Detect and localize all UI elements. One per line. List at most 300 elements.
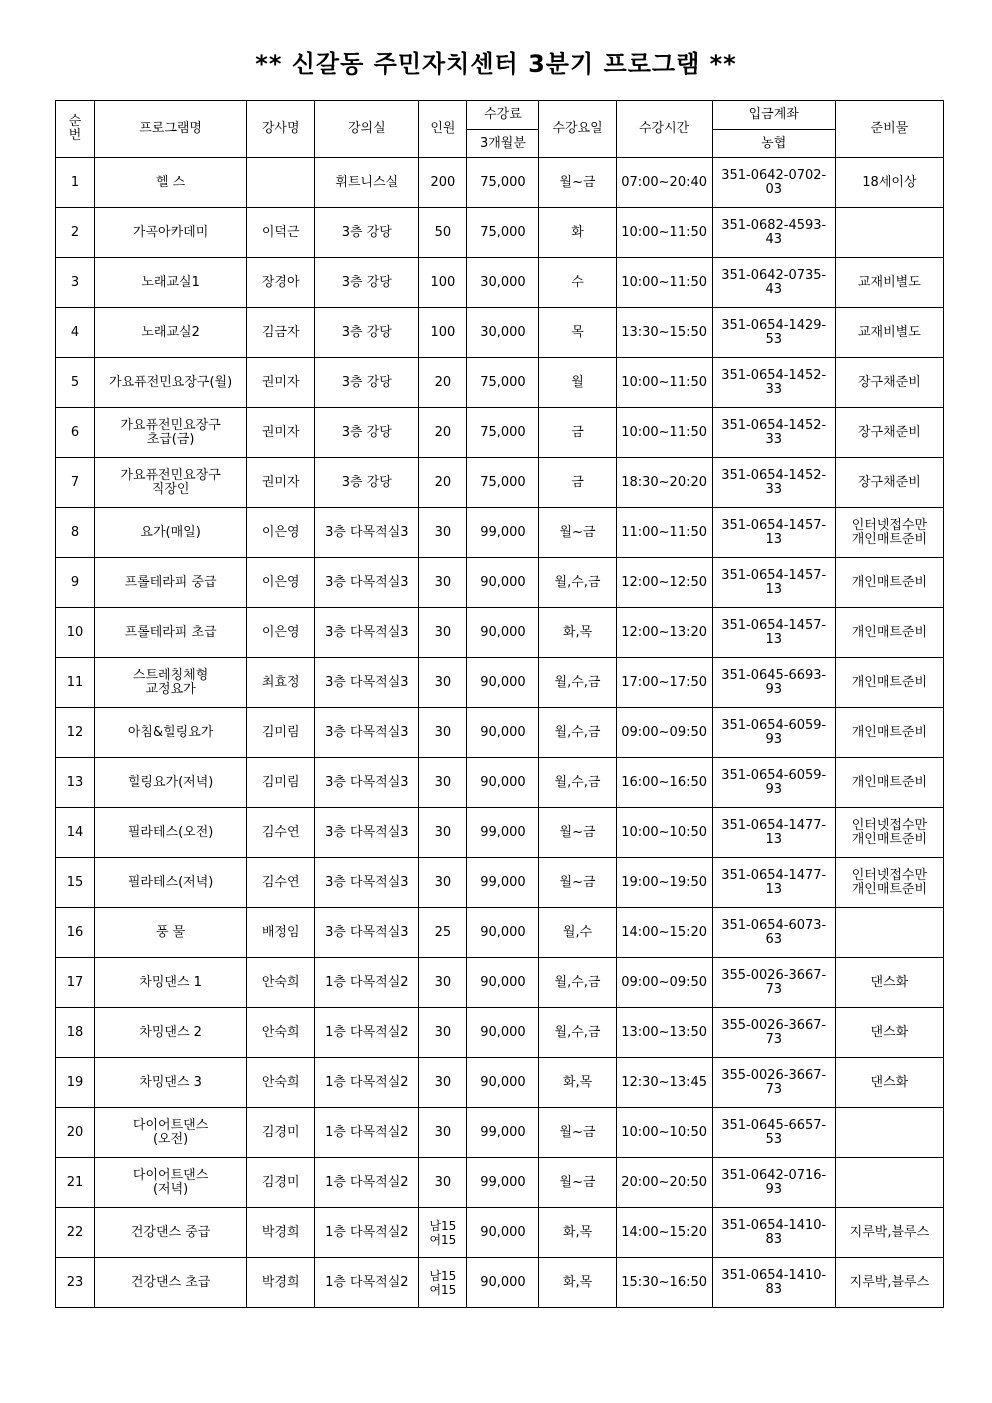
cell-supplies [835,408,943,458]
cell-fee: 75,000 [467,158,539,208]
cell-time: 10:00~10:50 [616,808,712,858]
cell-program [95,258,247,308]
cell-room: 1층 다목적실2 [315,1258,419,1308]
cell-time: 10:00~11:50 [616,408,712,458]
cell-days: 월,수,금 [539,758,616,808]
cell-supplies [835,1008,943,1058]
cell-room: 1층 다목적실2 [315,1058,419,1108]
program-name-line: 직장인 [151,481,190,497]
cell-account: 351-0654-6073-63 [712,908,835,958]
program-name-line: (오전) [152,1131,189,1147]
cell-fee: 90,000 [467,908,539,958]
cell-instructor [247,158,315,208]
cell-supplies [835,1108,943,1158]
cell-program [95,1158,247,1208]
supplies-line: 장구채준비 [857,424,921,440]
supplies-line: 교재비별도 [857,274,921,290]
table-row [56,708,944,758]
header-time: 수강시간 [616,101,712,158]
cell-instructor: 김미림 [247,708,315,758]
cell-instructor: 권미자 [247,358,315,408]
table-row [56,158,944,208]
supplies-line: 18세이상 [862,174,917,190]
cell-program [95,1208,247,1258]
cell-time: 10:00~10:50 [616,1108,712,1158]
cell-days: 화,목 [539,608,616,658]
cell-capacity [419,1208,467,1258]
capacity-line: 30 [434,974,452,990]
cell-program [95,908,247,958]
cell-program [95,708,247,758]
cell-time: 20:00~20:50 [616,1158,712,1208]
cell-program [95,558,247,608]
cell-fee: 75,000 [467,208,539,258]
cell-capacity [419,858,467,908]
capacity-line: 30 [434,1074,452,1090]
table-row [56,758,944,808]
capacity-line: 50 [434,224,452,240]
cell-fee: 90,000 [467,708,539,758]
cell-program [95,408,247,458]
cell-supplies [835,508,943,558]
program-name-line: 스트레칭체형 [132,667,209,683]
header-capacity: 인원 [419,101,467,158]
cell-program [95,608,247,658]
cell-time: 14:00~15:20 [616,1208,712,1258]
capacity-line: 30 [434,674,452,690]
cell-supplies [835,308,943,358]
table-row [56,658,944,708]
cell-no: 11 [56,658,95,708]
header-program: 프로그램명 [95,101,247,158]
cell-time: 12:00~13:20 [616,608,712,658]
header-fee: 수강료 [467,101,539,130]
cell-no: 14 [56,808,95,858]
cell-room: 3층 강당 [315,308,419,358]
cell-days: 화,목 [539,1258,616,1308]
cell-account: 351-0654-1410-83 [712,1208,835,1258]
supplies-line: 댄스화 [870,1074,909,1090]
cell-days: 화,목 [539,1208,616,1258]
cell-no: 9 [56,558,95,608]
cell-time: 18:30~20:20 [616,458,712,508]
cell-instructor: 김금자 [247,308,315,358]
capacity-line: 30 [434,624,452,640]
capacity-line: 100 [430,324,456,340]
cell-account: 351-0654-1452-33 [712,358,835,408]
cell-account: 351-0654-6059-93 [712,758,835,808]
cell-time: 10:00~11:50 [616,358,712,408]
cell-time: 17:00~17:50 [616,658,712,708]
cell-account: 355-0026-3667-73 [712,1058,835,1108]
cell-fee: 30,000 [467,258,539,308]
table-row [56,958,944,1008]
cell-time: 13:30~15:50 [616,308,712,358]
cell-supplies [835,208,943,258]
program-name-line: 프롤테라피 중급 [124,574,217,590]
cell-capacity [419,1008,467,1058]
cell-capacity [419,808,467,858]
cell-program [95,208,247,258]
cell-room: 3층 다목적실3 [315,858,419,908]
header-seq-line2: 번 [68,128,82,143]
supplies-line: 개인매트준비 [851,624,928,640]
cell-supplies [835,608,943,658]
cell-instructor: 이은영 [247,508,315,558]
cell-time: 13:00~13:50 [616,1008,712,1058]
supplies-line: 댄스화 [870,1024,909,1040]
cell-instructor: 이은영 [247,608,315,658]
supplies-line: 장구채준비 [857,374,921,390]
program-name-line: 헬 스 [155,174,186,190]
cell-fee: 90,000 [467,608,539,658]
cell-instructor: 박경희 [247,1258,315,1308]
header-supplies: 준비물 [835,101,943,158]
cell-time: 15:30~16:50 [616,1258,712,1308]
cell-fee: 90,000 [467,1058,539,1108]
cell-days: 목 [539,308,616,358]
table-row [56,558,944,608]
cell-days: 월~금 [539,808,616,858]
header-seq [56,101,95,158]
cell-fee: 99,000 [467,858,539,908]
cell-fee: 75,000 [467,358,539,408]
cell-days: 월~금 [539,1158,616,1208]
cell-no: 17 [56,958,95,1008]
cell-room: 3층 강당 [315,358,419,408]
cell-no: 6 [56,408,95,458]
program-name-line: 노래교실2 [141,324,200,340]
cell-capacity [419,408,467,458]
cell-time: 11:00~11:50 [616,508,712,558]
cell-fee: 90,000 [467,758,539,808]
table-header [56,101,944,158]
cell-days: 금 [539,408,616,458]
cell-supplies [835,558,943,608]
program-name-line: (저녁) [152,1181,189,1197]
cell-fee: 30,000 [467,308,539,358]
cell-no: 20 [56,1108,95,1158]
cell-supplies [835,1158,943,1208]
cell-room: 휘트니스실 [315,158,419,208]
cell-capacity [419,758,467,808]
program-name-line: 힐링요가(저녁) [127,774,214,790]
cell-capacity [419,958,467,1008]
cell-room: 3층 강당 [315,408,419,458]
table-row [56,1058,944,1108]
cell-no: 23 [56,1258,95,1308]
cell-supplies [835,758,943,808]
cell-supplies [835,158,943,208]
cell-no: 13 [56,758,95,808]
supplies-line: 개인매트준비 [851,531,928,547]
cell-no: 5 [56,358,95,408]
cell-program [95,758,247,808]
cell-fee: 90,000 [467,1208,539,1258]
header-days: 수강요일 [539,101,616,158]
cell-days: 월 [539,358,616,408]
cell-instructor: 김경미 [247,1108,315,1158]
program-name-line: 차밍댄스 1 [139,974,202,990]
table-row [56,408,944,458]
cell-room: 3층 다목적실3 [315,808,419,858]
supplies-line: 개인매트준비 [851,881,928,897]
cell-program [95,858,247,908]
capacity-line: 여15 [429,1282,457,1297]
cell-room: 1층 다목적실2 [315,1108,419,1158]
program-name-line: 건강댄스 초급 [130,1274,211,1290]
cell-instructor: 안숙희 [247,958,315,1008]
table-row [56,458,944,508]
program-name-line: 건강댄스 중급 [130,1224,211,1240]
supplies-line: 장구채준비 [857,474,921,490]
cell-capacity [419,458,467,508]
header-fee-sub: 3개월분 [467,130,539,158]
table-row [56,258,944,308]
cell-program [95,808,247,858]
capacity-line: 100 [430,274,456,290]
cell-time: 09:00~09:50 [616,958,712,1008]
supplies-line: 개인매트준비 [851,724,928,740]
table-row [56,508,944,558]
cell-fee: 75,000 [467,458,539,508]
cell-fee: 90,000 [467,558,539,608]
cell-program [95,1258,247,1308]
cell-capacity [419,308,467,358]
cell-program [95,508,247,558]
cell-no: 16 [56,908,95,958]
cell-program [95,658,247,708]
cell-instructor: 안숙희 [247,1008,315,1058]
cell-no: 3 [56,258,95,308]
cell-instructor: 최효정 [247,658,315,708]
cell-account: 351-0654-1457-13 [712,608,835,658]
table-row [56,358,944,408]
cell-supplies [835,858,943,908]
cell-time: 12:00~12:50 [616,558,712,608]
table-row [56,858,944,908]
capacity-line: 30 [434,1024,452,1040]
cell-capacity [419,1158,467,1208]
supplies-line: 인터넷접수만 [851,867,928,883]
cell-no: 2 [56,208,95,258]
table-body [56,158,944,1308]
cell-capacity [419,258,467,308]
cell-instructor: 김수연 [247,808,315,858]
cell-days: 월~금 [539,858,616,908]
cell-no: 19 [56,1058,95,1108]
page-title: ** 신갈동 주민자치센터 3분기 프로그램 ** [255,50,737,78]
cell-supplies [835,908,943,958]
cell-program [95,158,247,208]
cell-no: 7 [56,458,95,508]
header-seq-line1: 순 [68,114,82,129]
capacity-line: 30 [434,524,452,540]
capacity-line: 200 [430,174,456,190]
cell-account: 355-0026-3667-73 [712,958,835,1008]
table-row [56,1108,944,1158]
cell-no: 4 [56,308,95,358]
cell-days: 월,수,금 [539,1008,616,1058]
cell-program [95,1008,247,1058]
cell-supplies [835,958,943,1008]
cell-room: 1층 다목적실2 [315,1208,419,1258]
cell-capacity [419,1108,467,1158]
cell-room: 3층 다목적실3 [315,658,419,708]
cell-days: 수 [539,258,616,308]
cell-capacity [419,908,467,958]
cell-fee: 99,000 [467,808,539,858]
cell-time: 16:00~16:50 [616,758,712,808]
cell-room: 3층 다목적실3 [315,908,419,958]
capacity-line: 30 [434,1174,452,1190]
cell-account: 351-0682-4593-43 [712,208,835,258]
cell-account: 351-0654-1452-33 [712,458,835,508]
cell-capacity [419,508,467,558]
cell-account: 355-0026-3667-73 [712,1008,835,1058]
cell-fee: 75,000 [467,408,539,458]
program-name-line: 필라테스(저녁) [127,874,214,890]
cell-capacity [419,658,467,708]
cell-days: 금 [539,458,616,508]
program-name-line: 프롤테라피 초급 [124,624,217,640]
cell-capacity [419,358,467,408]
cell-account: 351-0654-1457-13 [712,508,835,558]
cell-no: 15 [56,858,95,908]
supplies-line: 개인매트준비 [851,831,928,847]
cell-program [95,1108,247,1158]
capacity-line: 30 [434,1124,452,1140]
table-row [56,1208,944,1258]
program-name-line: 요가(매일) [140,524,201,540]
cell-program [95,308,247,358]
capacity-line: 30 [434,824,452,840]
cell-time: 14:00~15:20 [616,908,712,958]
cell-instructor: 이덕근 [247,208,315,258]
program-table [55,100,944,1308]
cell-supplies [835,1058,943,1108]
cell-fee: 90,000 [467,1008,539,1058]
cell-account: 351-0654-6059-93 [712,708,835,758]
supplies-line: 댄스화 [870,974,909,990]
cell-instructor: 안숙희 [247,1058,315,1108]
supplies-line: 개인매트준비 [851,574,928,590]
program-name-line: 풍 물 [155,924,186,940]
capacity-line: 30 [434,724,452,740]
cell-time: 12:30~13:45 [616,1058,712,1108]
cell-supplies [835,708,943,758]
capacity-line: 20 [434,424,452,440]
cell-instructor: 김수연 [247,858,315,908]
cell-room: 3층 다목적실3 [315,758,419,808]
supplies-line: 개인매트준비 [851,774,928,790]
cell-days: 월,수,금 [539,558,616,608]
program-name-line: 차밍댄스 3 [139,1074,202,1090]
cell-fee: 90,000 [467,658,539,708]
cell-supplies [835,258,943,308]
cell-capacity [419,1258,467,1308]
supplies-line: 인터넷접수만 [851,517,928,533]
cell-room: 3층 강당 [315,458,419,508]
cell-room: 3층 다목적실3 [315,508,419,558]
capacity-line: 20 [434,474,452,490]
cell-account: 351-0642-0716-93 [712,1158,835,1208]
capacity-line: 여15 [429,1232,457,1247]
cell-program [95,958,247,1008]
cell-room: 1층 다목적실2 [315,1158,419,1208]
cell-account: 351-0654-1477-13 [712,858,835,908]
cell-days: 월~금 [539,508,616,558]
cell-days: 월,수,금 [539,958,616,1008]
cell-time: 07:00~20:40 [616,158,712,208]
table-row [56,1258,944,1308]
cell-capacity [419,608,467,658]
cell-instructor: 박경희 [247,1208,315,1258]
cell-account: 351-0654-1410-83 [712,1258,835,1308]
cell-fee: 90,000 [467,1258,539,1308]
program-name-line: 가곡아카데미 [132,224,209,240]
cell-days: 월,수,금 [539,708,616,758]
cell-room: 1층 다목적실2 [315,1008,419,1058]
cell-supplies [835,458,943,508]
capacity-line: 30 [434,574,452,590]
cell-account: 351-0654-1457-13 [712,558,835,608]
supplies-line: 개인매트준비 [851,674,928,690]
cell-account: 351-0645-6693-93 [712,658,835,708]
cell-supplies [835,1208,943,1258]
cell-instructor: 배정임 [247,908,315,958]
program-name-line: 가요퓨전민요장구 [120,467,221,483]
header-account: 입금계좌 [712,101,835,130]
cell-capacity [419,708,467,758]
table-row [56,608,944,658]
cell-instructor: 권미자 [247,458,315,508]
capacity-line: 남15 [429,1218,457,1233]
cell-account: 351-0654-1429-53 [712,308,835,358]
cell-capacity [419,1058,467,1108]
supplies-line: 인터넷접수만 [851,817,928,833]
cell-time: 10:00~11:50 [616,208,712,258]
table-row [56,208,944,258]
cell-room: 1층 다목적실2 [315,958,419,1008]
cell-no: 1 [56,158,95,208]
cell-account: 351-0642-0702-03 [712,158,835,208]
capacity-line: 20 [434,374,452,390]
cell-days: 월,수 [539,908,616,958]
program-name-line: 필라테스(오전) [127,824,214,840]
program-name-line: 다이어트댄스 [132,1167,209,1183]
cell-no: 18 [56,1008,95,1058]
cell-fee: 99,000 [467,1108,539,1158]
cell-supplies [835,808,943,858]
program-name-line: 차밍댄스 2 [139,1024,202,1040]
cell-days: 월~금 [539,1108,616,1158]
cell-instructor: 권미자 [247,408,315,458]
supplies-line: 교재비별도 [857,324,921,340]
cell-capacity [419,208,467,258]
cell-time: 09:00~09:50 [616,708,712,758]
header-room: 강의실 [315,101,419,158]
cell-instructor: 김경미 [247,1158,315,1208]
cell-days: 화 [539,208,616,258]
cell-room: 3층 다목적실3 [315,608,419,658]
cell-days: 월,수,금 [539,658,616,708]
cell-no: 22 [56,1208,95,1258]
cell-supplies [835,1258,943,1308]
cell-program [95,458,247,508]
program-name-line: 가요퓨전민요장구 [120,417,221,433]
cell-time: 10:00~11:50 [616,258,712,308]
